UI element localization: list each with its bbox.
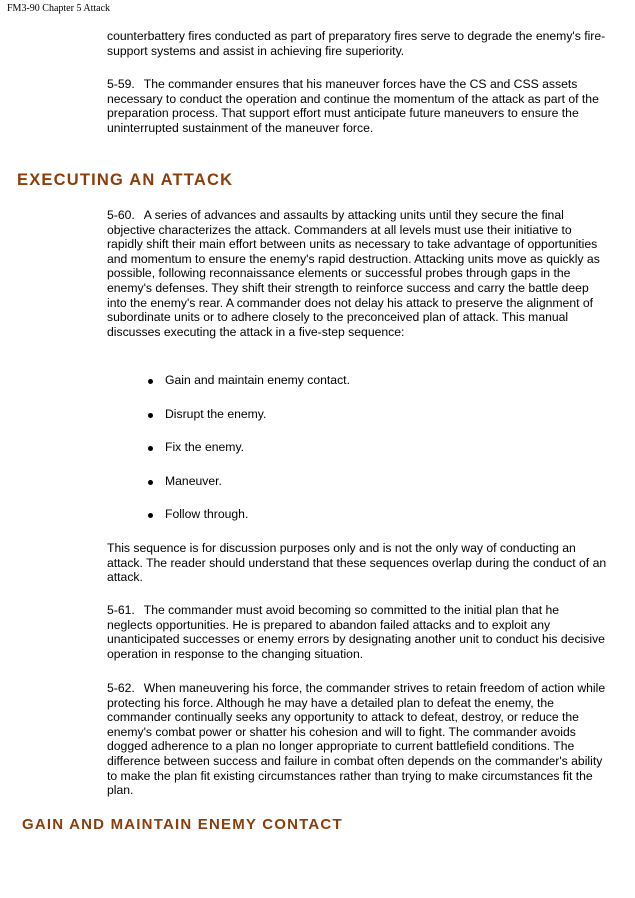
list-item-text: Disrupt the enemy. [165, 406, 267, 421]
section-heading-gain-and-maintain-enemy-contact: GAIN AND MAINTAIN ENEMY CONTACT [22, 816, 343, 833]
paragraph-text: The commander must avoid becoming so committed to the initial plan that he neglects opportunities. He is prepared to abandon failed attacks and to exploit any unanticipated successes or enemy errors by designating another unit to conduct his decisive operation in response to the changing situation. [107, 603, 605, 661]
paragraph-text: The commander ensures that his maneuver forces have the CS and CSS assets necessary to conduct the operation and continue the momentum of the attack as part of the preparation process. That support effort must anticipate future maneuvers to ensure the uninterrupted sustainment of the maneuver force. [107, 77, 599, 135]
bullet-icon [148, 413, 153, 418]
paragraph-text: A series of advances and assaults by attacking units until they secure the final objective characterizes the attack. Commanders at all levels must use their initiative to rapidly shift their main effort between units as necessary to take advantage of opportunities and momentum to ensure the enemy's rapid destruction. Attacking units move as quickly as possible, following reconnaissance elements or successful probes through gaps in the enemy's defenses. They shift their strength to reinforce success and carry the battle deep into the enemy's rear. A commander does not delay his attack to preserve the alignment of subordinate units or to adhere closely to the preconceived plan of attack. This manual discusses executing the attack in a five-step sequence: [107, 208, 600, 339]
list-item-text: Maneuver. [165, 473, 222, 488]
list-item [148, 473, 350, 507]
paragraph-5-59 [107, 77, 607, 135]
bullet-icon [148, 379, 153, 384]
paragraph-number: 5-59. [107, 77, 135, 91]
list-item [148, 406, 350, 440]
list-item-text: Fix the enemy. [165, 440, 245, 454]
paragraph-number: 5-61. [107, 603, 135, 617]
attack-sequence-list [148, 372, 350, 540]
paragraph-5-60 [107, 208, 607, 339]
paragraph-continued: counterbattery fires conducted as part of preparatory fires serve to degrade the enemy's fire-support systems and assist in achieving fire superiority. [107, 29, 606, 58]
bullet-icon [148, 446, 153, 451]
running-header: FM3-90 Chapter 5 Attack [7, 3, 111, 14]
paragraph-number: 5-62. [107, 681, 135, 695]
paragraph-5-62 [107, 681, 607, 798]
bullet-icon [148, 513, 153, 518]
paragraph-sequence-note: This sequence is for discussion purposes only and is not the only way of conducting an attack. The reader should understand that these sequences overlap during the conduct of an attack. [107, 541, 607, 585]
paragraph-number: 5-60. [107, 208, 135, 222]
paragraph-text: When maneuvering his force, the commander strives to retain freedom of action while protecting his force. Although he may have a detailed plan to defeat the enemy, the commander continually seeks any opportunity to attack to defeat, destroy, or reduce the enemy's combat power or shatter his cohesion and will to fight. The commander avoids dogged adherence to a plan no longer appropriate to current battlefield conditions. The difference between success and failure in combat often depends on the commander's ability to make the plan fit existing circumstances rather than trying to make circumstances fit the plan. [107, 681, 606, 798]
bullet-icon [148, 480, 153, 485]
list-item [148, 372, 350, 406]
paragraph-5-61 [107, 603, 607, 661]
list-item [148, 439, 350, 473]
list-item-text: Gain and maintain enemy contact. [165, 373, 350, 387]
list-item [148, 506, 350, 540]
list-item-text: Follow through. [165, 507, 249, 521]
section-heading-executing-an-attack: EXECUTING AN ATTACK [17, 171, 234, 189]
